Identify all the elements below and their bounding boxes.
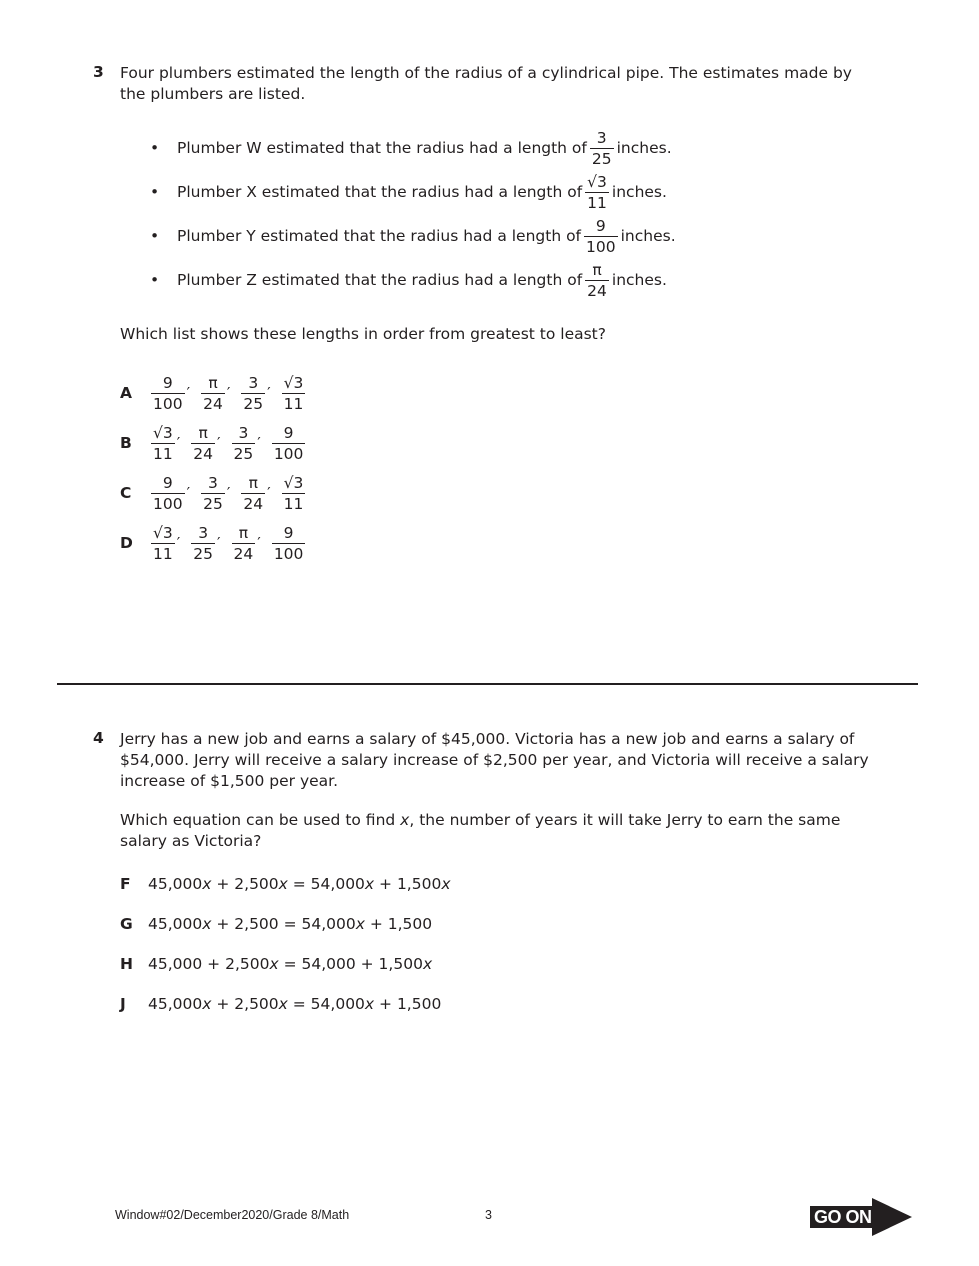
variable-x: x	[269, 955, 279, 973]
estimate-text: Plumber W estimated that the radius had a length of	[177, 139, 587, 157]
fraction	[232, 523, 256, 564]
numerator: 3	[198, 523, 209, 542]
choice-letter: D	[120, 534, 133, 552]
question-3-prompt: Which list shows these lengths in order from greatest to least?	[120, 325, 606, 343]
denominator: 24	[587, 281, 607, 300]
list-item	[238, 373, 270, 414]
list-item	[279, 373, 309, 414]
separator: ′	[186, 383, 191, 402]
equation	[148, 875, 451, 893]
answer-choice-d[interactable]	[120, 518, 316, 568]
answer-choice-j[interactable]	[120, 984, 451, 1024]
variable-x: x	[364, 875, 375, 893]
list-item	[148, 523, 180, 564]
variable-x: x	[400, 811, 410, 829]
estimate-unit: inches.	[611, 271, 667, 289]
numerator: π	[238, 523, 249, 542]
denominator: 24	[193, 444, 214, 463]
list-item	[148, 473, 190, 514]
estimate-item	[150, 214, 676, 258]
estimate-text: Plumber X estimated that the radius had a length of	[177, 183, 583, 201]
fraction	[590, 128, 614, 169]
numerator: 3	[238, 423, 249, 442]
estimate-unit: inches.	[611, 183, 667, 201]
equation-part: + 1,500	[374, 995, 442, 1013]
equation-part: + 1,500	[374, 875, 442, 893]
numerator: √3	[587, 172, 607, 191]
estimate-item	[150, 126, 676, 170]
denominator: 100	[153, 494, 183, 513]
question-4-prompt	[120, 810, 875, 852]
equation-part: 45,000	[148, 995, 203, 1013]
denominator: 25	[193, 544, 214, 563]
choice-letter: B	[120, 434, 132, 452]
fraction	[585, 260, 609, 301]
separator: ′	[267, 383, 271, 402]
variable-x: x	[278, 995, 288, 1013]
question-3-number: 3	[93, 63, 104, 81]
equation-part: = 54,000	[287, 995, 365, 1013]
equation-part: + 1,500	[364, 915, 433, 933]
choice-letter: G	[120, 915, 133, 933]
denominator: 11	[283, 494, 304, 513]
separator: ′	[257, 433, 261, 452]
numerator: 9	[595, 216, 606, 235]
numerator: π	[208, 373, 218, 392]
equation	[148, 955, 432, 973]
list-item	[198, 373, 230, 414]
variable-x: x	[278, 875, 288, 893]
numerator: 3	[596, 128, 607, 147]
equation-part: = 54,000	[287, 875, 365, 893]
numerator: √3	[153, 423, 173, 442]
answer-choice-h[interactable]	[120, 944, 451, 984]
fraction	[191, 423, 215, 464]
list-item	[188, 423, 220, 464]
choice-letter: C	[120, 484, 132, 502]
list-item	[269, 523, 309, 564]
list-item	[238, 473, 270, 514]
equation-part: + 2,500 = 54,000	[211, 915, 356, 933]
fraction	[585, 172, 609, 213]
denominator: 25	[203, 494, 223, 513]
equation-part: 45,000	[148, 915, 203, 933]
variable-x: x	[422, 955, 433, 973]
numerator: 9	[162, 473, 173, 492]
separator: ′	[257, 533, 261, 552]
question-4-number: 4	[93, 729, 104, 747]
question-4-choices	[120, 864, 451, 1024]
bullet-icon: •	[150, 227, 160, 245]
variable-x: x	[202, 875, 212, 893]
answer-choice-c[interactable]	[120, 468, 316, 518]
denominator: 100	[273, 444, 304, 463]
denominator: 11	[153, 444, 173, 463]
fraction	[201, 473, 225, 514]
choice-letter: H	[120, 955, 133, 973]
estimate-list	[150, 126, 676, 302]
question-4-stem: Jerry has a new job and earns a salary of $45,000. Victoria has a new job and earns a salary of $54,000. Jerry will receive a salary increase of $2,500 per year, and Victoria will receive a salary increase of $1,500 per year.	[120, 730, 869, 790]
fraction	[272, 423, 306, 464]
arrow-right-icon	[872, 1198, 912, 1236]
separator: ′	[176, 533, 181, 552]
denominator: 11	[587, 193, 607, 212]
question-3-stem: Four plumbers estimated the length of the radius of a cylindrical pipe. The estimates made by the plumbers are listed.	[120, 64, 852, 103]
numerator: 9	[283, 523, 294, 542]
numerator: √3	[153, 523, 173, 542]
fraction	[151, 373, 185, 414]
variable-x: x	[364, 995, 375, 1013]
numerator: π	[248, 473, 258, 492]
fraction	[272, 523, 306, 564]
fraction	[191, 523, 215, 564]
separator: ′	[217, 433, 221, 452]
fraction	[241, 473, 265, 514]
answer-choice-f[interactable]	[120, 864, 451, 904]
estimate-item	[150, 258, 676, 302]
separator: ′	[217, 533, 221, 552]
denominator: 25	[243, 394, 264, 413]
separator: ′	[267, 483, 271, 502]
bullet-icon: •	[150, 271, 160, 289]
estimate-text: Plumber Y estimated that the radius had a length of	[177, 227, 582, 245]
choice-letter: J	[120, 995, 126, 1013]
fraction	[151, 473, 185, 514]
list-item	[148, 373, 190, 414]
denominator: 24	[203, 394, 223, 413]
page-number: 3	[485, 1208, 492, 1222]
prompt-text: Which equation can be used to find	[120, 811, 401, 829]
fraction	[201, 373, 225, 414]
go-on-label: GO ON	[810, 1206, 876, 1228]
estimate-item	[150, 170, 676, 214]
bullet-icon: •	[150, 139, 160, 157]
fraction	[282, 473, 306, 514]
list-item	[269, 423, 309, 464]
fraction	[151, 423, 175, 464]
separator: ′	[226, 483, 231, 502]
answer-choice-b[interactable]	[120, 418, 316, 468]
equation-part: + 2,500	[211, 875, 279, 893]
denominator: 25	[591, 149, 612, 168]
question-3-choices	[120, 368, 316, 568]
equation-part: + 2,500	[211, 995, 279, 1013]
bullet-icon: •	[150, 183, 160, 201]
variable-x: x	[355, 915, 365, 933]
list-item	[229, 423, 261, 464]
section-divider	[57, 683, 918, 685]
numerator: 3	[248, 373, 259, 392]
equation	[148, 915, 432, 933]
equation-part: 45,000	[148, 875, 203, 893]
numerator: π	[198, 423, 208, 442]
prompt-text: , the number of years it will take Jerry to earn the same salary as Victoria?	[120, 811, 841, 850]
numerator: √3	[283, 473, 304, 492]
denominator: 11	[153, 544, 173, 563]
numerator: √3	[283, 373, 304, 392]
numerator: 9	[162, 373, 173, 392]
separator: ′	[226, 383, 231, 402]
estimate-text: Plumber Z estimated that the radius had a length of	[177, 271, 583, 289]
denominator: 100	[586, 237, 616, 256]
fraction	[282, 373, 306, 414]
list-item	[198, 473, 230, 514]
numerator: π	[592, 260, 602, 279]
numerator: 3	[208, 473, 218, 492]
choice-letter: F	[120, 875, 131, 893]
fraction	[232, 423, 256, 464]
list-item	[148, 423, 180, 464]
denominator: 24	[243, 494, 264, 513]
variable-x: x	[202, 915, 212, 933]
denominator: 24	[233, 544, 254, 563]
fraction	[241, 373, 265, 414]
equation	[148, 995, 441, 1013]
equation-part: 45,000 + 2,500	[148, 955, 270, 973]
denominator: 25	[233, 444, 254, 463]
equation-part: = 54,000 + 1,500	[278, 955, 423, 973]
answer-choice-g[interactable]	[120, 904, 451, 944]
footer-source: Window#02/December2020/Grade 8/Math	[115, 1208, 350, 1222]
choice-letter: A	[120, 384, 132, 402]
denominator: 100	[153, 394, 183, 413]
fraction	[584, 216, 618, 257]
list-item	[188, 523, 220, 564]
answer-choice-a[interactable]	[120, 368, 316, 418]
separator: ′	[176, 433, 181, 452]
list-item	[229, 523, 261, 564]
numerator: 9	[283, 423, 294, 442]
separator: ′	[186, 483, 191, 502]
denominator: 100	[273, 544, 304, 563]
list-item	[279, 473, 309, 514]
fraction	[151, 523, 175, 564]
estimate-unit: inches.	[616, 139, 672, 157]
go-on-button[interactable]	[810, 1198, 912, 1236]
estimate-unit: inches.	[620, 227, 676, 245]
variable-x: x	[202, 995, 212, 1013]
denominator: 11	[283, 394, 304, 413]
variable-x: x	[441, 875, 451, 893]
